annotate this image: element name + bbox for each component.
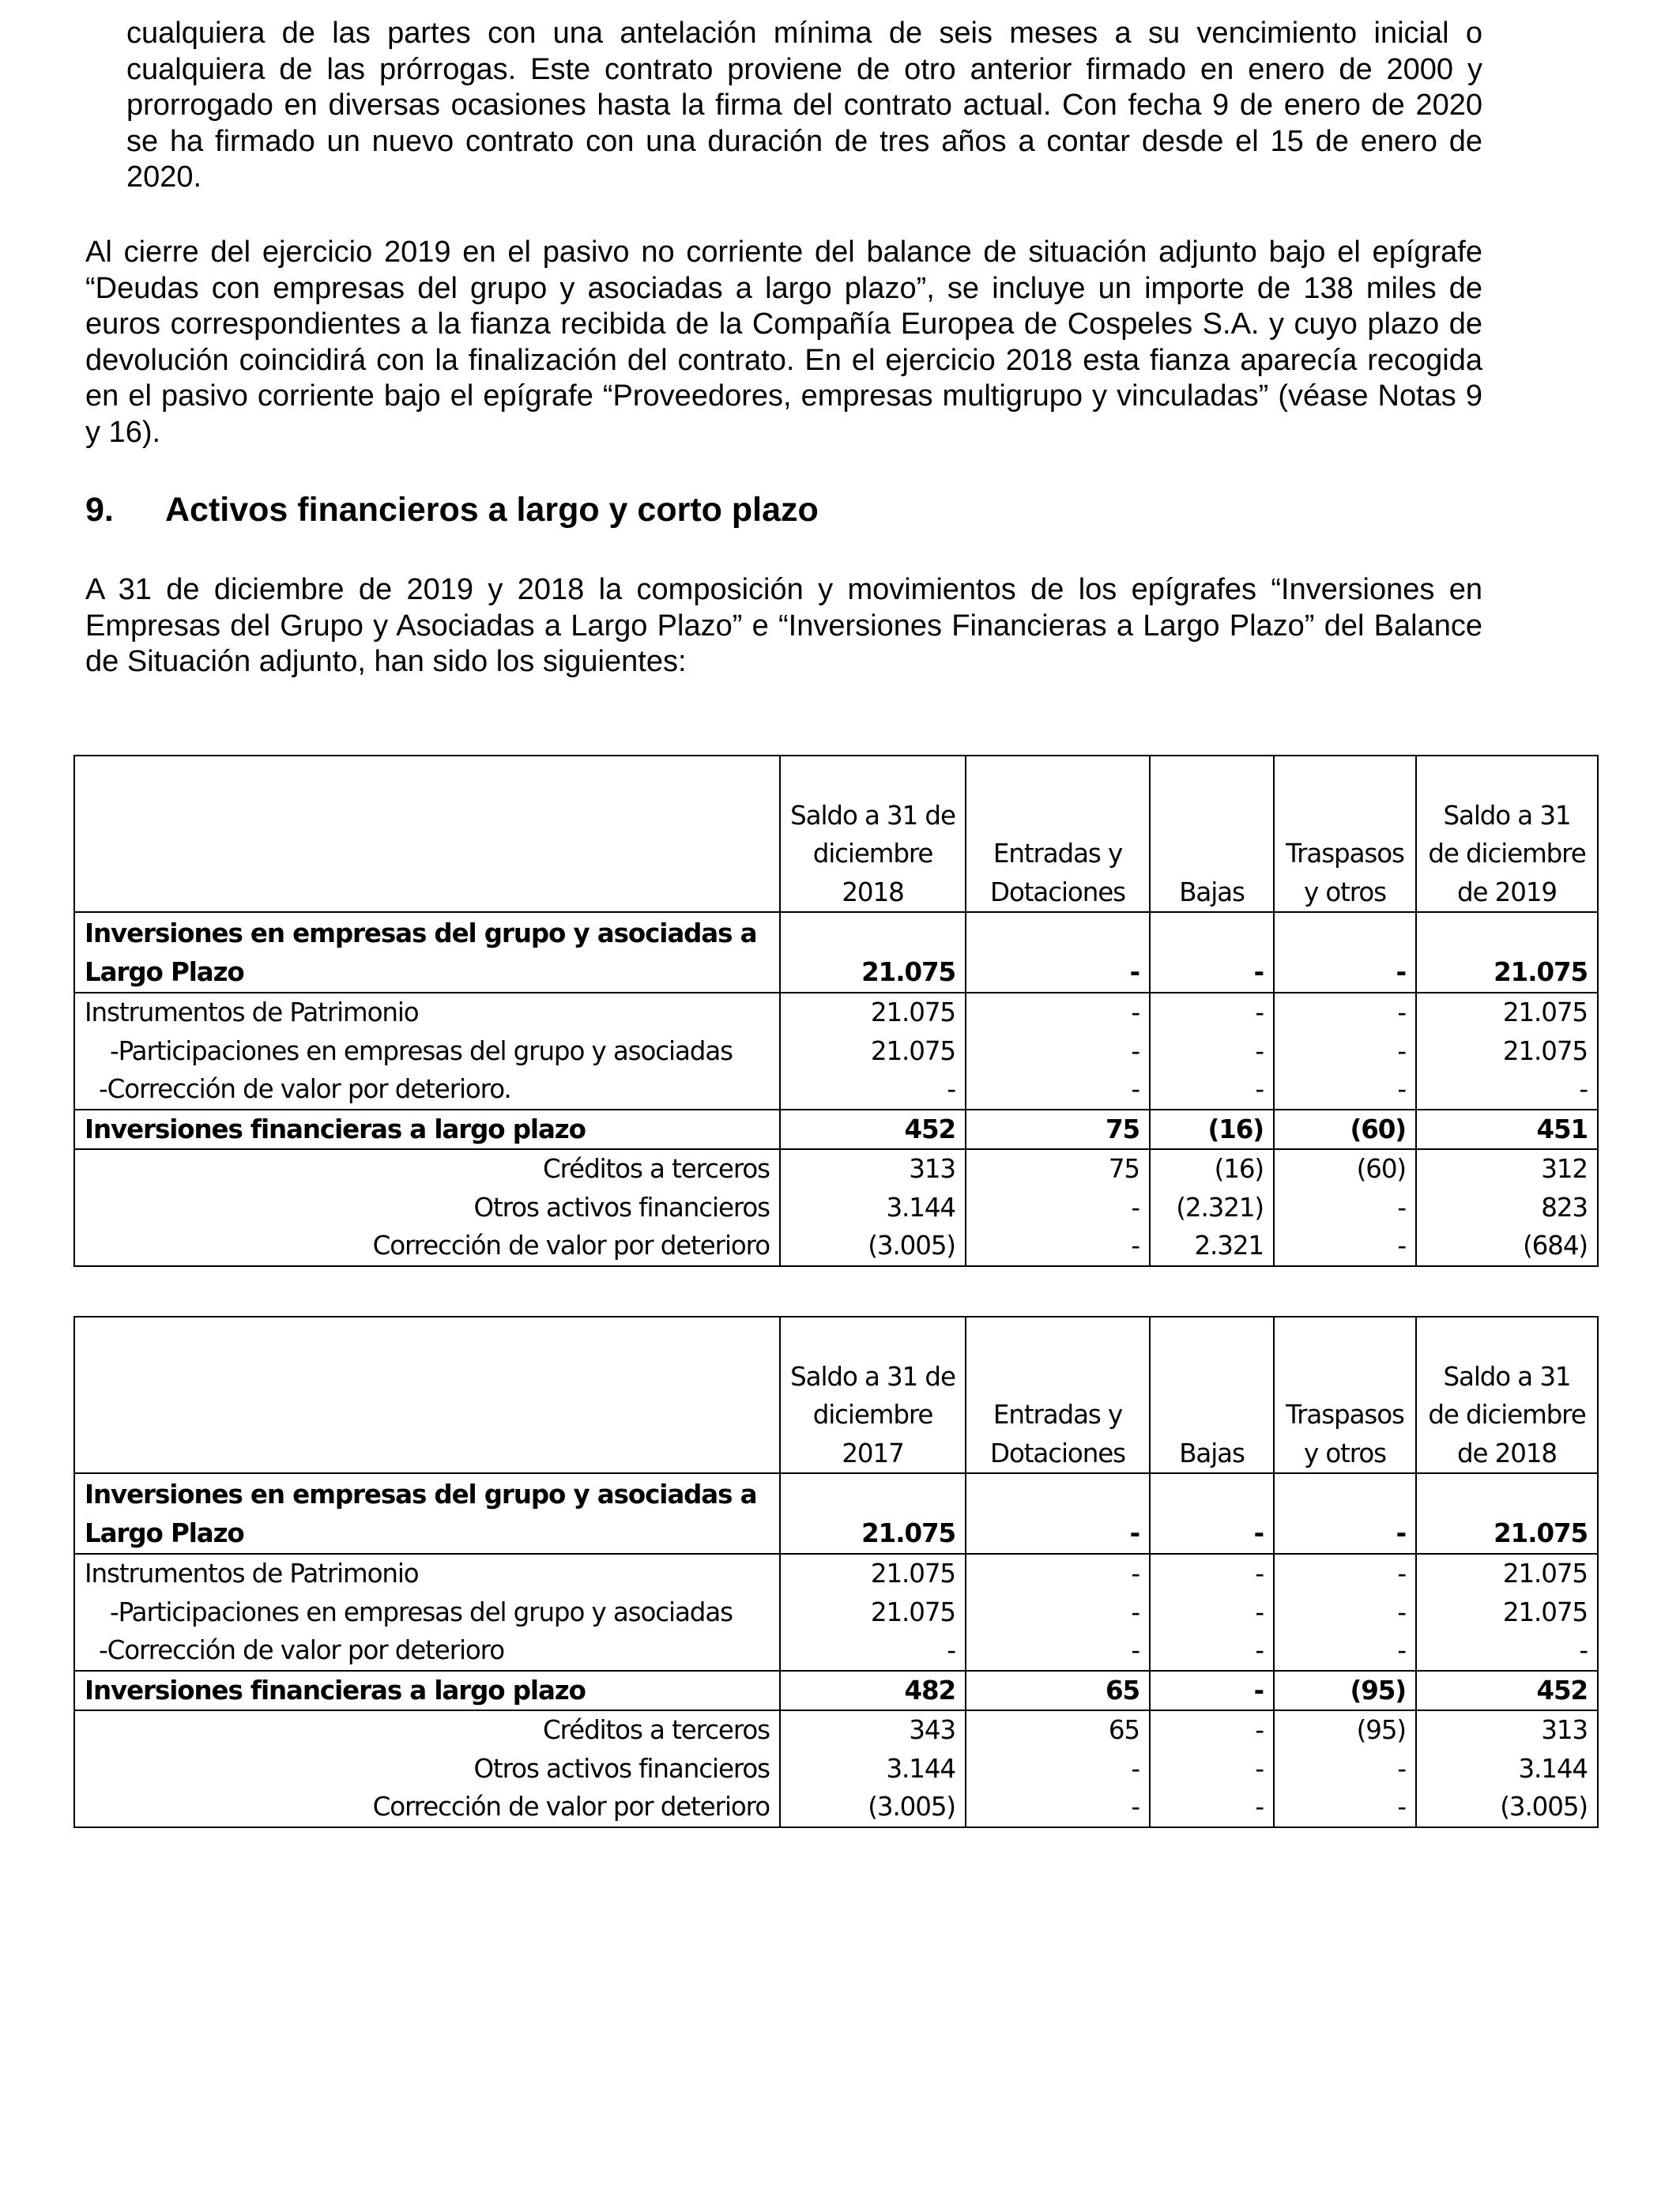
opening-balance-value: -	[780, 1631, 966, 1671]
closing-balance-value: 21.075	[1416, 1593, 1598, 1632]
investments-table-2018	[73, 1316, 1599, 1828]
additions-value: 75	[966, 1110, 1150, 1150]
disposals-value: -	[1150, 1070, 1274, 1110]
impairment-correction-row	[74, 1788, 1598, 1827]
disposals-value: -	[1150, 1750, 1274, 1789]
equity-instruments-row	[74, 993, 1598, 1032]
additions-value: -	[966, 1227, 1150, 1266]
transfers-value: (95)	[1274, 1710, 1416, 1750]
section-number: 9.	[85, 491, 114, 529]
equity-instruments-row	[74, 1554, 1598, 1593]
additions-value: -	[966, 1631, 1150, 1671]
closing-balance-value: 21.075	[1416, 1473, 1598, 1554]
header-transfers: Traspasos y otros	[1274, 1317, 1416, 1473]
opening-balance-value: -	[780, 1070, 966, 1110]
opening-balance-value: 313	[780, 1149, 966, 1189]
paragraph-contract-duration: cualquiera de las partes con una antelación mínima de seis meses a su vencimiento inicial o cualquiera de las prórrogas. Este contrato proviene de otro anterior firmado en enero de 2000 y prorrogado en diversas ocasiones hasta la firma del contrato actual. Con fecha 9 de enero de 2020 se ha firmado un nuevo contrato con una duración de tres años a contar desde el 15 de enero de 2020.	[126, 17, 1482, 194]
transfers-value: -	[1274, 1631, 1416, 1671]
header-blank-cell	[74, 756, 780, 912]
row-label: Corrección de valor por deterioro	[74, 1227, 780, 1266]
closing-balance-value: 312	[1416, 1149, 1598, 1189]
impairment-row	[74, 1070, 1598, 1110]
header-blank-cell	[74, 1317, 780, 1473]
row-label: -Corrección de valor por deterioro	[74, 1631, 780, 1671]
third-party-credits-row	[74, 1149, 1598, 1189]
opening-balance-value: (3.005)	[780, 1227, 966, 1266]
transfers-value: -	[1274, 1788, 1416, 1827]
disposals-value: -	[1150, 1554, 1274, 1593]
group-investments-row	[74, 912, 1598, 993]
additions-value: -	[966, 1473, 1150, 1554]
impairment-row	[74, 1631, 1598, 1671]
transfers-value: -	[1274, 1593, 1416, 1632]
additions-value: 65	[966, 1671, 1150, 1711]
header-opening-balance: Saldo a 31 de diciembre 2018	[780, 756, 966, 912]
row-label: Inversiones financieras a largo plazo	[74, 1671, 780, 1711]
additions-value: -	[966, 1032, 1150, 1071]
opening-balance-value: 21.075	[780, 1593, 966, 1632]
impairment-correction-row	[74, 1227, 1598, 1266]
closing-balance-value: 823	[1416, 1189, 1598, 1227]
row-label: -Corrección de valor por deterioro.	[74, 1070, 780, 1110]
section-heading	[85, 490, 819, 530]
header-closing-balance: Saldo a 31 de diciembre de 2018	[1416, 1317, 1598, 1473]
opening-balance-value: 3.144	[780, 1189, 966, 1227]
transfers-value: -	[1274, 1227, 1416, 1266]
header-additions: Entradas y Dotaciones	[966, 1317, 1150, 1473]
disposals-value: -	[1150, 1631, 1274, 1671]
table-header-row	[74, 1317, 1598, 1473]
additions-value: -	[966, 1788, 1150, 1827]
additions-value: -	[966, 912, 1150, 993]
financial-investments-row	[74, 1671, 1598, 1711]
disposals-value: -	[1150, 993, 1274, 1032]
closing-balance-value: 21.075	[1416, 1032, 1598, 1071]
paragraph-deposit: Al cierre del ejercicio 2019 en el pasivo no corriente del balance de situación adjunto bajo el epígrafe “Deudas con empresas del grupo y asociadas a largo plazo”, se incluye un importe de 138 miles de euros correspondientes a la fianza recibida de la Compañía Europea de Cospeles S.A. y cuyo plazo de devolución coincidirá con la finalización del contrato. En el ejercicio 2018 esta fianza aparecía recogida en el pasivo corriente bajo el epígrafe “Proveedores, empresas multigrupo y vinculadas” (véase Notas 9 y 16).	[85, 236, 1482, 449]
opening-balance-value: 482	[780, 1671, 966, 1711]
row-label: Inversiones en empresas del grupo y asociadas a Largo Plazo	[74, 912, 780, 993]
additions-value: -	[966, 1593, 1150, 1632]
closing-balance-value: 452	[1416, 1671, 1598, 1711]
additions-value: -	[966, 1750, 1150, 1789]
disposals-value: -	[1150, 1593, 1274, 1632]
disposals-value: 2.321	[1150, 1227, 1274, 1266]
additions-value: -	[966, 1070, 1150, 1110]
row-label: Créditos a terceros	[74, 1710, 780, 1750]
third-party-credits-row	[74, 1710, 1598, 1750]
closing-balance-value: -	[1416, 1631, 1598, 1671]
transfers-value: -	[1274, 1189, 1416, 1227]
paragraph-intro-table: A 31 de diciembre de 2019 y 2018 la composición y movimientos de los epígrafes “Inversiones en Empresas del Grupo y Asociadas a Largo Plazo” e “Inversiones Financieras a Largo Plazo” del Balance de Situación adjunto, han sido los siguientes:	[85, 573, 1482, 678]
row-label: Inversiones financieras a largo plazo	[74, 1110, 780, 1150]
participations-row	[74, 1032, 1598, 1071]
section-title: Activos financieros a largo y corto plazo	[165, 491, 819, 529]
closing-balance-value: -	[1416, 1070, 1598, 1110]
row-label: -Participaciones en empresas del grupo y asociadas	[74, 1032, 780, 1071]
disposals-value: (2.321)	[1150, 1189, 1274, 1227]
transfers-value: (60)	[1274, 1110, 1416, 1150]
row-label: -Participaciones en empresas del grupo y asociadas	[74, 1593, 780, 1632]
transfers-value: -	[1274, 912, 1416, 993]
row-label: Otros activos financieros	[74, 1750, 780, 1789]
closing-balance-value: 451	[1416, 1110, 1598, 1150]
row-label: Otros activos financieros	[74, 1189, 780, 1227]
other-financial-assets-row	[74, 1189, 1598, 1227]
transfers-value: -	[1274, 1554, 1416, 1593]
opening-balance-value: 21.075	[780, 993, 966, 1032]
other-financial-assets-row	[74, 1750, 1598, 1789]
participations-row	[74, 1593, 1598, 1632]
disposals-value: (16)	[1150, 1110, 1274, 1150]
closing-balance-value: (3.005)	[1416, 1788, 1598, 1827]
disposals-value: -	[1150, 912, 1274, 993]
disposals-value: -	[1150, 1473, 1274, 1554]
transfers-value: -	[1274, 1070, 1416, 1110]
disposals-value: -	[1150, 1710, 1274, 1750]
disposals-value: -	[1150, 1032, 1274, 1071]
closing-balance-value: 313	[1416, 1710, 1598, 1750]
row-label: Instrumentos de Patrimonio	[74, 993, 780, 1032]
table-header-row	[74, 756, 1598, 912]
additions-value: -	[966, 993, 1150, 1032]
financial-investments-row	[74, 1110, 1598, 1150]
disposals-value: (16)	[1150, 1149, 1274, 1189]
transfers-value: -	[1274, 1473, 1416, 1554]
closing-balance-value: 21.075	[1416, 912, 1598, 993]
disposals-value: -	[1150, 1788, 1274, 1827]
closing-balance-value: 3.144	[1416, 1750, 1598, 1789]
additions-value: -	[966, 1554, 1150, 1593]
header-disposals: Bajas	[1150, 1317, 1274, 1473]
row-label: Corrección de valor por deterioro	[74, 1788, 780, 1827]
opening-balance-value: 21.075	[780, 912, 966, 993]
row-label: Instrumentos de Patrimonio	[74, 1554, 780, 1593]
transfers-value: -	[1274, 993, 1416, 1032]
opening-balance-value: 343	[780, 1710, 966, 1750]
investments-table-2019	[73, 755, 1599, 1267]
opening-balance-value: (3.005)	[780, 1788, 966, 1827]
additions-value: 75	[966, 1149, 1150, 1189]
additions-value: -	[966, 1189, 1150, 1227]
opening-balance-value: 21.075	[780, 1554, 966, 1593]
additions-value: 65	[966, 1710, 1150, 1750]
opening-balance-value: 21.075	[780, 1032, 966, 1071]
header-closing-balance: Saldo a 31 de diciembre de 2019	[1416, 756, 1598, 912]
closing-balance-value: 21.075	[1416, 1554, 1598, 1593]
transfers-value: -	[1274, 1750, 1416, 1789]
row-label: Créditos a terceros	[74, 1149, 780, 1189]
opening-balance-value: 3.144	[780, 1750, 966, 1789]
header-transfers: Traspasos y otros	[1274, 756, 1416, 912]
disposals-value: -	[1150, 1671, 1274, 1711]
opening-balance-value: 452	[780, 1110, 966, 1150]
header-opening-balance: Saldo a 31 de diciembre 2017	[780, 1317, 966, 1473]
closing-balance-value: (684)	[1416, 1227, 1598, 1266]
transfers-value: -	[1274, 1032, 1416, 1071]
opening-balance-value: 21.075	[780, 1473, 966, 1554]
transfers-value: (60)	[1274, 1149, 1416, 1189]
row-label: Inversiones en empresas del grupo y asociadas a Largo Plazo	[74, 1473, 780, 1554]
group-investments-row	[74, 1473, 1598, 1554]
closing-balance-value: 21.075	[1416, 993, 1598, 1032]
header-disposals: Bajas	[1150, 756, 1274, 912]
transfers-value: (95)	[1274, 1671, 1416, 1711]
header-additions: Entradas y Dotaciones	[966, 756, 1150, 912]
